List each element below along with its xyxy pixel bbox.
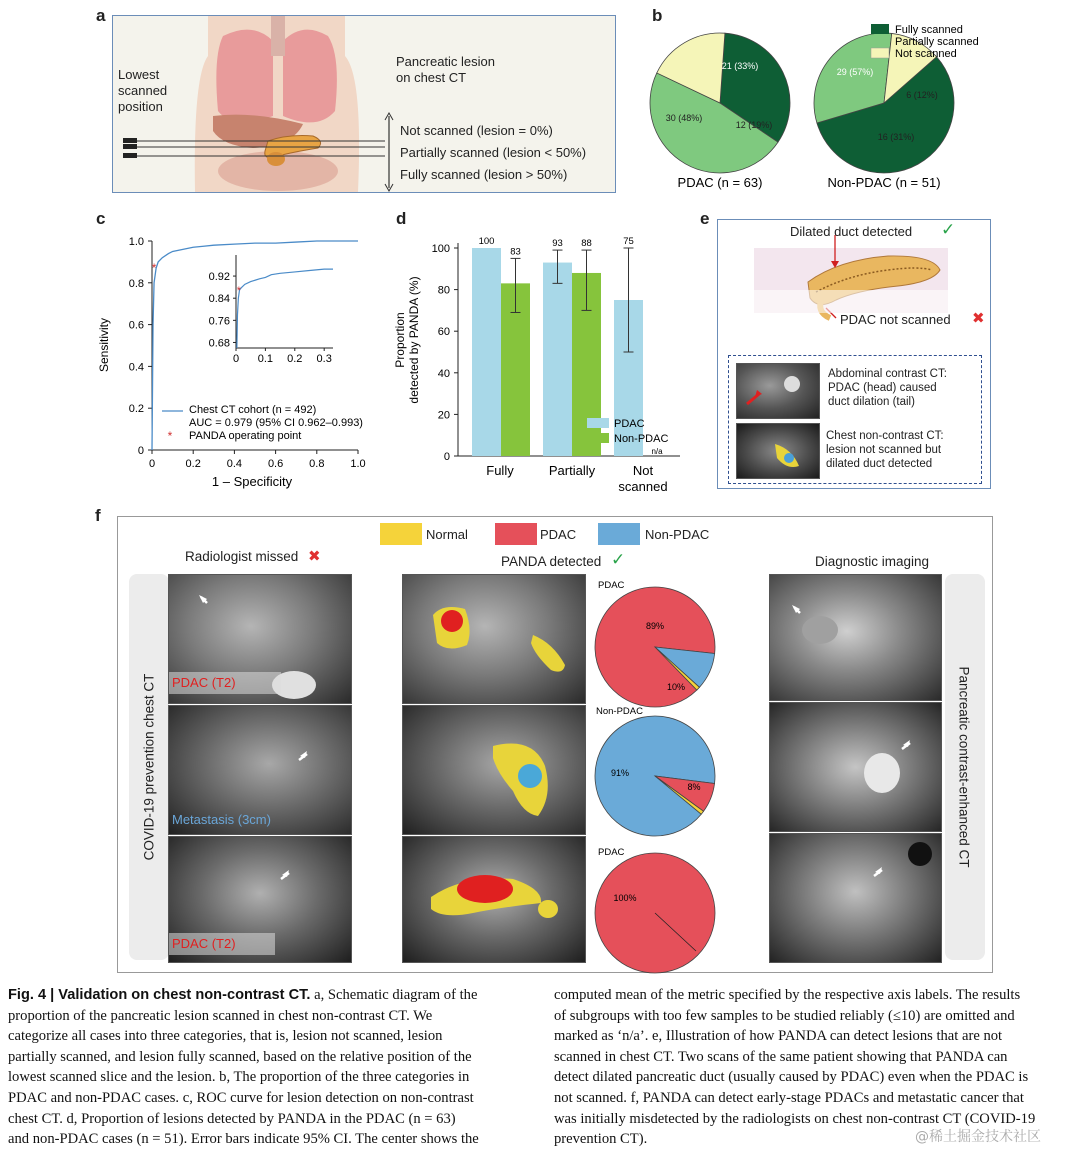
panel-f-box [117,516,993,973]
pieF3-title: PDAC [598,847,625,858]
inset-roc-curve [237,269,333,348]
legend-normal-swatch [380,523,422,545]
right-vertical-label: Pancreatic contrast-enhanced CT [956,666,972,868]
caption-r-line-1: of subgroups with too few samples to be studied reliably (≤10) are omitted and [554,1007,1015,1024]
roc-ylabel: Sensitivity [97,317,111,373]
bar-value-Non-PDAC-1: 88 [581,238,592,250]
left-vertical-label: COVID-19 prevention chest CT [141,673,157,861]
row1-text-1: Abdominal contrast CT: [828,368,947,380]
legend-fully: Fully scanned [895,24,963,36]
xcat-fully: Fully [486,463,514,478]
row1-text-2: PDAC (head) caused [828,382,937,394]
caption-line-7: and non-PDAC cases (n = 51). Error bars indicate 95% CI. The center shows the [8,1131,479,1148]
caption-r-line-0: computed mean of the metric specified by the respective axis labels. The results [554,987,1021,1003]
watermark: @稀土掘金技术社区 [915,1129,1041,1145]
caption-r-line-6: was initially misdetected by the radiologists on chest non-contrast CT (COVID-19 [554,1110,1036,1127]
panel-f-pies [588,577,738,977]
caption-line-5: PDAC and non-PDAC cases. c, ROC curve for lesion detection on non-contrast [8,1089,474,1106]
bar-legend-pdac-swatch [587,418,609,428]
panel-e-box [717,219,991,489]
roc-ytick-1: 0.2 [128,403,144,416]
roc-legend-2: AUC = 0.979 (95% CI 0.962–0.993) [189,417,363,429]
lowest-scanned-label-2: scanned [118,83,168,98]
ct-row2-panda [402,705,586,835]
category-partially-scanned: Partially scanned (lesion < 50%) [400,145,587,160]
ct-row2-diagnostic [769,702,942,832]
lowest-scanned-label-3: position [118,99,163,114]
caption-r-line-2: marked as ‘n/a’. e, Illustration of how PANDA can detect lesions that are not [554,1028,1003,1045]
legend-normal: Normal [426,527,468,542]
xcat-scanned: scanned [618,479,668,494]
bar-ytick-2: 40 [437,367,450,380]
na-label: n/a [651,447,663,456]
pie2-value-1: 16 (31%) [877,132,915,142]
panel-e-label: e [700,209,710,228]
inset-xtick-1: 0.1 [257,353,274,365]
panel-c-label: c [96,209,106,228]
legend-pdac: PDAC [540,527,577,542]
ct-row1-panda [402,574,586,704]
operating-point-legend-star: * [167,429,173,443]
panel-c-roc [95,225,385,510]
roc-xtick-3: 0.6 [267,458,284,470]
caption-r-line-7: prevention CT). [554,1131,648,1148]
ct-row3-missed [168,836,352,963]
caption-r-line-3: scanned in chest CT. Two scans of the same patient showing that PANDA can [554,1048,1008,1065]
col2-check-icon: ✓ [611,550,626,569]
row2-text-1: Chest non-contrast CT: [826,430,944,442]
inset-ytick-2: 0.84 [208,293,230,306]
bar-value-PDAC-0: 100 [478,236,495,247]
category-not-scanned: Not scanned (lesion = 0%) [400,123,553,138]
caption-line-3: partially scanned, and lesion fully scanned, based on the relative position of the [8,1048,472,1065]
pieF1-value-1: 10% [666,682,686,692]
roc-xtick-1: 0.2 [185,458,201,470]
roc-xtick-0: 0 [148,458,156,470]
pieF2-value-0: 91% [610,768,630,778]
panel-a-label: a [96,6,106,25]
bar-ytick-4: 80 [437,284,450,297]
ct-row2-missed [168,705,352,835]
caption-bold: Fig. 4 | Validation on chest non-contrast CT. [8,987,311,1003]
bar-ylabel-2: detected by PANDA (%) [407,276,421,404]
row2-tag: Metastasis (3cm) [172,812,271,827]
caption-line-6: chest CT. d, Proportion of lesions detected by PANDA in the PDAC (n = 63) [8,1110,456,1127]
caption-r-line-5: not scanned. f, PANDA can detect early-stage PDACs and metastatic cancer that [554,1089,1024,1106]
legend-partially: Partially scanned [895,36,979,48]
lowest-scanned-label-1: Lowest [118,67,160,82]
inset-ytick-3: 0.92 [208,271,230,284]
legend-swatch-fully [871,24,889,34]
bar-legend-nonpdac-swatch [587,433,609,443]
xcat-not: Not [632,463,654,478]
row2-text-2: lesion not scanned but [826,444,942,456]
panel-b-label: b [652,6,663,25]
roc-ytick-4: 0.8 [128,277,144,290]
legend-swatch-not [871,48,889,58]
caption-r-line-4: detect dilated pancreatic duct (usually caused by PDAC) even when the PDAC is [554,1069,1029,1086]
row1-text-3: duct dilation (tail) [828,396,915,408]
inset-xtick-0: 0 [232,353,240,365]
bar-PDAC-1 [543,263,572,456]
lesion-title-2: on chest CT [396,70,467,85]
roc-ytick-0: 0 [137,445,144,457]
roc-xtick-5: 1.0 [350,458,366,470]
legend-nonpdac: Non-PDAC [645,527,710,542]
bar-ytick-3: 60 [437,326,450,339]
panel-b-pies [640,0,1080,195]
roc-ytick-2: 0.4 [128,361,144,374]
pie1-value-2: 12 (19%) [735,120,773,130]
xcat-partially: Partially [548,463,596,478]
pie1-value-1: 30 (48%) [665,113,703,123]
pieF3-value-0: 100% [613,893,637,903]
roc-xlabel: 1 – Specificity [211,474,293,489]
roc-legend-1: Chest CT cohort (n = 492) [189,404,317,416]
legend-not: Not scanned [895,48,957,60]
pieF1-title: PDAC [598,580,625,591]
row1-tag: PDAC (T2) [172,675,236,690]
chest-ct-thumb [736,423,820,479]
pieF2-title: Non-PDAC [596,706,643,717]
row3-tag: PDAC (T2) [172,936,236,951]
row2-text-3: dilated duct detected [826,458,933,470]
bar-value-PDAC-1: 93 [552,238,563,250]
check-icon: ✓ [941,220,956,239]
abdominal-ct-thumb [736,363,820,419]
anatomy-illustration [113,16,615,192]
bar-PDAC-0 [472,248,501,456]
operating-point-star: * [151,261,157,276]
bar-ytick-0: 0 [443,451,450,463]
panel-f-label: f [95,506,101,525]
pancreas-illustration [718,220,990,355]
roc-xtick-4: 0.8 [309,458,325,470]
inset-xtick-2: 0.2 [287,353,303,365]
inset-xtick-3: 0.3 [316,353,332,365]
panel-d-label: d [396,209,407,228]
pieF1-value-0: 89% [645,621,665,631]
ct-row3-diagnostic [769,833,942,963]
category-fully-scanned: Fully scanned (lesion > 50%) [400,167,568,182]
panel-a-box [112,15,616,193]
pie2-value-0: 29 (57%) [836,67,874,77]
col1-cross-icon: ✖ [308,548,321,565]
caption-line-2: categorize all cases into three categories, that is, lesion not scanned, lesion [8,1028,443,1045]
cross-icon: ✖ [972,310,985,327]
col2-title: PANDA detected [501,554,602,569]
col1-title: Radiologist missed [185,549,299,564]
dilated-duct-label: Dilated duct detected [790,224,913,239]
caption-line-1: proportion of the pancreatic lesion scanned in chest non-contrast CT. We [8,1007,433,1024]
roc-ytick-5: 1.0 [128,236,144,248]
ct-row3-panda [402,836,586,963]
bar-ytick-1: 20 [437,409,450,422]
caption-line-4: lowest scanned slice and the lesion. b, The proportion of the three categories in [8,1069,470,1086]
ct-row1-diagnostic [769,574,942,701]
inset-ytick-1: 0.76 [208,315,230,328]
inset-ytick-0: 0.68 [208,337,230,350]
inset-operating-point-star: * [236,284,242,297]
bar-ytick-5: 100 [431,243,450,255]
legend-swatch-partially [871,36,889,46]
caption-line-0: a, Schematic diagram of the [310,987,478,1003]
roc-legend-3: PANDA operating point [189,430,302,442]
bar-legend-nonpdac: Non-PDAC [614,433,669,445]
pie1-title: PDAC (n = 63) [677,175,763,190]
pie2-value-2: 6 (12%) [906,90,938,100]
panel-d-bars [390,225,690,515]
bar-value-PDAC-2: 75 [623,236,634,247]
pdac-not-scanned-label: PDAC not scanned [840,312,951,327]
lesion-title-1: Pancreatic lesion [396,54,495,69]
pie2-title: Non-PDAC (n = 51) [827,175,941,190]
pie1-value-0: 21 (33%) [721,61,759,71]
roc-xtick-2: 0.4 [226,458,243,470]
bar-legend-pdac: PDAC [614,418,645,430]
pieF2-value-1: 8% [687,782,701,792]
bar-value-Non-PDAC-0: 83 [510,246,521,258]
caption-left [8,985,538,1150]
ct-row1-missed [168,574,352,704]
bar-ylabel-1: Proportion [393,312,407,368]
roc-ytick-3: 0.6 [128,319,144,332]
legend-nonpdac-swatch [598,523,640,545]
col3-title: Diagnostic imaging [815,554,930,569]
legend-pdac-swatch [495,523,537,545]
